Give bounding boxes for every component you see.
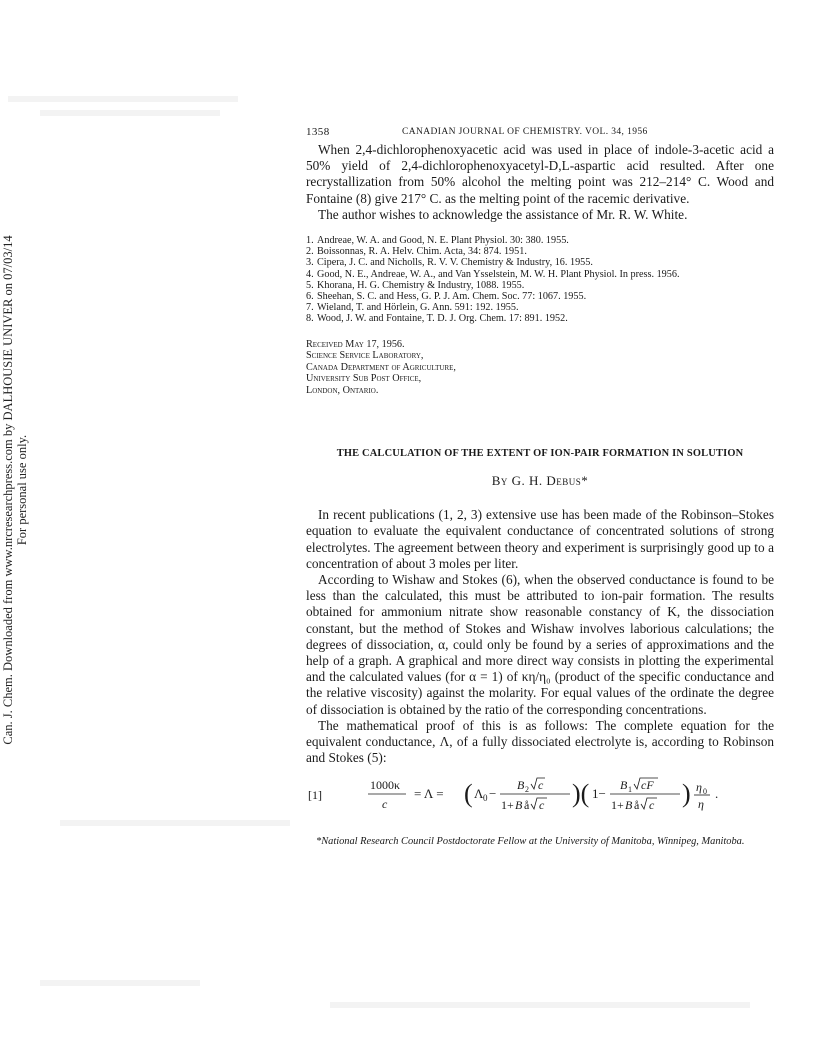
article-byline: By G. H. Debus*: [491, 473, 589, 489]
svg-text:0: 0: [703, 787, 707, 797]
reference-text: Cipera, J. C. and Nicholls, R. V. V. Chemistry & Industry, 16. 1955.: [317, 257, 593, 269]
svg-text:B: B: [620, 778, 628, 793]
reference-number: 8.: [306, 313, 314, 325]
paragraph: In recent publications (1, 2, 3) extensive use has been made of the Robinson–Stokes equation to evaluate the equivalent conductance of concentrated solutions of strong electrolytes. The agreement between theory and experiment is surprisingly good up to a concentration of about 3 moles per liter.: [306, 507, 774, 571]
journal-title: CANADIAN JOURNAL OF CHEMISTRY. VOL. 34, 1956: [402, 127, 648, 137]
svg-text:1+: 1+: [501, 798, 514, 813]
received-address: [306, 339, 774, 397]
reference-text: Good, N. E., Andreae, W. A., and Van Ysselstein, M. W. H. Plant Physiol. In press. 1956.: [317, 268, 680, 280]
reference-number: 6.: [306, 291, 314, 303]
reference-text: Boissonnas, R. A. Helv. Chim. Acta, 34: 874. 1951.: [317, 246, 527, 258]
svg-text:Λ: Λ: [474, 786, 484, 802]
reference-list: [306, 235, 774, 325]
received-date: Received May 17, 1956.: [306, 338, 405, 350]
article-text: [306, 507, 774, 766]
svg-text:c: c: [539, 798, 545, 813]
svg-text:η: η: [696, 780, 702, 795]
scan-noise: [40, 980, 200, 986]
reference-text: Wieland, T. and Hörlein, G. Ann. 591: 192. 1955.: [317, 302, 519, 314]
svg-text:)(: )(: [572, 779, 590, 809]
svg-text:1−: 1−: [592, 786, 606, 802]
svg-text:.: .: [715, 786, 719, 802]
scan-noise: [60, 820, 290, 826]
svg-text:c: c: [382, 797, 388, 812]
reference-item: [306, 257, 774, 268]
reference-item: [306, 269, 774, 280]
svg-text:−: −: [489, 786, 497, 802]
reference-item: [306, 313, 774, 324]
scan-noise: [40, 110, 220, 116]
reference-text: Wood, J. W. and Fontaine, T. D. J. Org. Chem. 17: 891. 1952.: [317, 313, 568, 325]
reference-item: [306, 246, 774, 257]
svg-text:(: (: [464, 779, 473, 809]
paragraph: When 2,4-dichlorophenoxyacetic acid was used in place of indole-3-acetic acid a 50% yield of 2,4-dichlorophenoxyacetyl-D,L-aspartic acid resulted. After one recrystallization from 50% alcohol the melting point was 212–214° C. Wood and Fontaine (8) give 217° C. as the melting point of the racemic derivative.: [306, 142, 774, 206]
reference-number: 1.: [306, 235, 314, 247]
svg-text:å: å: [524, 798, 530, 813]
scan-noise: [330, 1002, 750, 1008]
footnote: *National Research Council Postdoctorate Fellow at the University of Manitoba, Winnipeg, Manitoba.: [316, 836, 745, 848]
svg-text:= Λ =: = Λ =: [414, 786, 444, 802]
paragraph: The mathematical proof of this is as follows: The complete equation for the equivalent conductance, Λ, of a fully dissociated electrolyte is, according to Robinson and Stokes (5):: [306, 717, 774, 766]
svg-text:B: B: [625, 798, 633, 813]
svg-text:1: 1: [628, 785, 632, 795]
acknowledgment: The author wishes to acknowledge the assistance of Mr. R. W. White.: [318, 206, 688, 222]
page-content: [306, 124, 774, 848]
svg-text:0: 0: [483, 793, 488, 804]
reference-number: 4.: [306, 268, 314, 280]
page-number: 1358: [306, 126, 330, 138]
download-stamp-line2: For personal use only.: [15, 434, 29, 546]
address-line: London, Ontario.: [306, 384, 379, 396]
reference-number: 7.: [306, 302, 314, 314]
equation-number: [1]: [308, 788, 322, 803]
svg-text:2: 2: [525, 785, 529, 795]
previous-article-text: [306, 142, 774, 223]
svg-text:1+: 1+: [611, 798, 624, 813]
svg-text:cF: cF: [641, 778, 654, 793]
reference-number: 5.: [306, 279, 314, 291]
reference-item: [306, 302, 774, 313]
address-line: University Sub Post Office,: [306, 373, 422, 385]
scan-noise: [8, 96, 238, 102]
svg-text:B: B: [517, 778, 525, 793]
svg-text:c: c: [649, 798, 655, 813]
address-line: Science Service Laboratory,: [306, 350, 424, 362]
address-line: Canada Department of Agriculture,: [306, 361, 456, 373]
svg-text:å: å: [634, 798, 640, 813]
svg-text:B: B: [515, 798, 523, 813]
reference-number: 3.: [306, 257, 314, 269]
svg-text:η: η: [698, 797, 704, 812]
reference-item: [306, 291, 774, 302]
reference-text: Sheehan, S. C. and Hess, G. P. J. Am. Chem. Soc. 77: 1067. 1955.: [317, 291, 587, 303]
reference-text: Andreae, W. A. and Good, N. E. Plant Physiol. 30: 380. 1955.: [317, 235, 569, 247]
running-head: [306, 124, 774, 142]
reference-text: Khorana, H. G. Chemistry & Industry, 1088. 1955.: [317, 279, 525, 291]
reference-item: [306, 235, 774, 246]
svg-text:1000κ: 1000κ: [370, 778, 401, 793]
download-stamp: [0, 235, 30, 745]
equation-1: [306, 776, 774, 826]
svg-text:c: c: [538, 778, 544, 793]
reference-item: [306, 280, 774, 291]
article-title: THE CALCULATION OF THE EXTENT OF ION-PAIR FORMATION IN SOLUTION: [336, 448, 744, 460]
reference-number: 2.: [306, 246, 314, 258]
paragraph: According to Wishaw and Stokes (6), when the observed conductance is found to be less than the calculated, this must be attributed to ion-pair formation. The results obtained for ammonium nitrate show reasonable constancy of K, the dissociation constant, but the method of Stokes and Wishaw involves laborious calculations; the degrees of dissociation, α, could only be found by a series of approximations and the help of a graph. A graphical and more direct way consists in plotting the experimental and the calculated values (for α = 1) of κη/η₀ (product of the specific conductance and the relative viscosity) against the molarity. For equal values of the ordinate the degree of dissociation is obtained by the ratio of the corresponding concentrations.: [306, 571, 774, 717]
download-stamp-line1: Can. J. Chem. Downloaded from www.nrcresearchpress.com by DALHOUSIE UNIVER on 07/03/14: [1, 235, 15, 745]
svg-text:): ): [682, 779, 691, 809]
equation-graphic: [360, 776, 770, 826]
